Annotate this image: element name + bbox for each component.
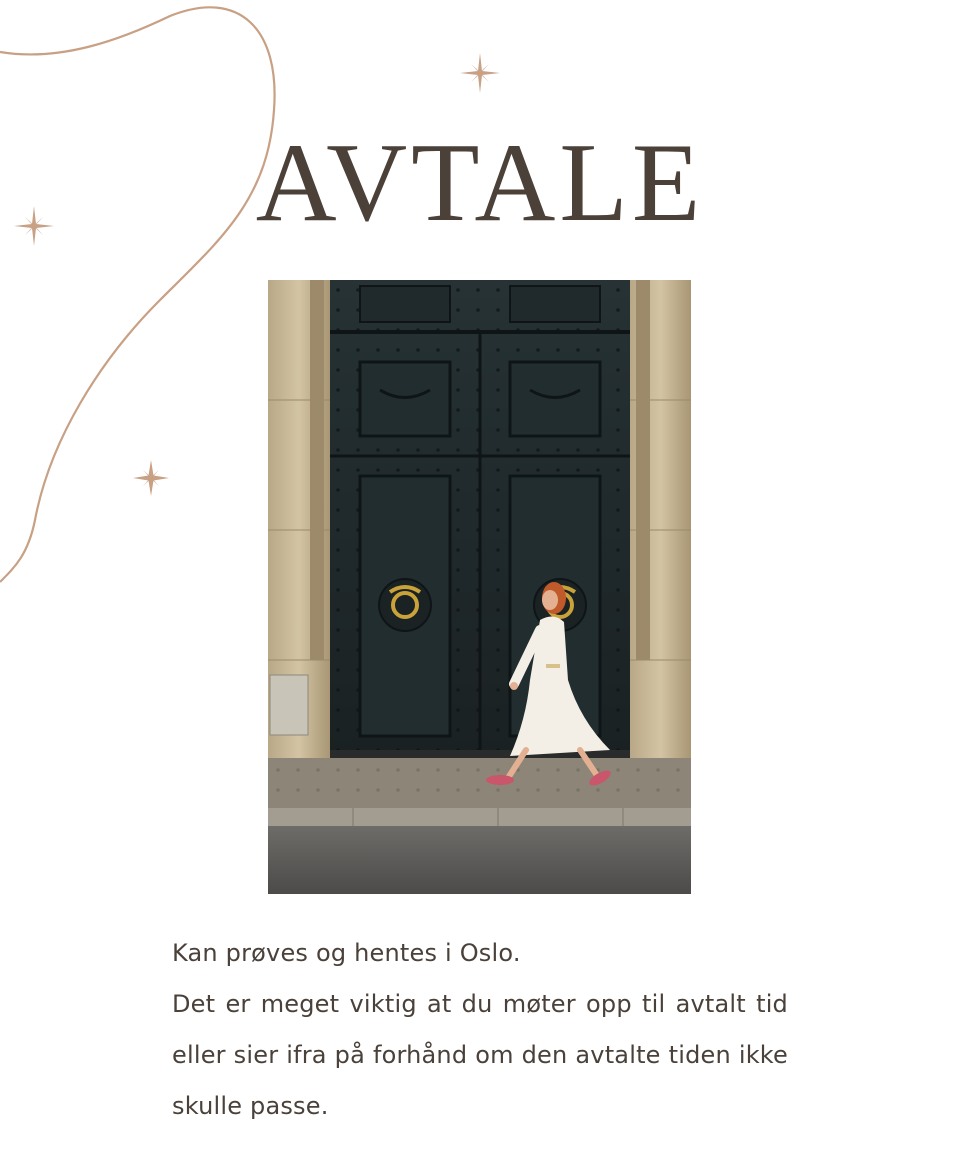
sparkle-icon <box>460 53 500 93</box>
appointment-paragraph: Det er meget viktig at du møter opp til avtalt tid eller sier ifra på forhånd om den avtalte tiden ikke skulle passe. <box>172 990 788 1120</box>
info-text <box>172 928 788 1132</box>
sparkle-icon <box>133 460 169 496</box>
page-title: AVTALE <box>255 121 705 245</box>
door-photo <box>268 280 691 894</box>
pickup-line: Kan prøves og hentes i Oslo. <box>172 939 521 967</box>
